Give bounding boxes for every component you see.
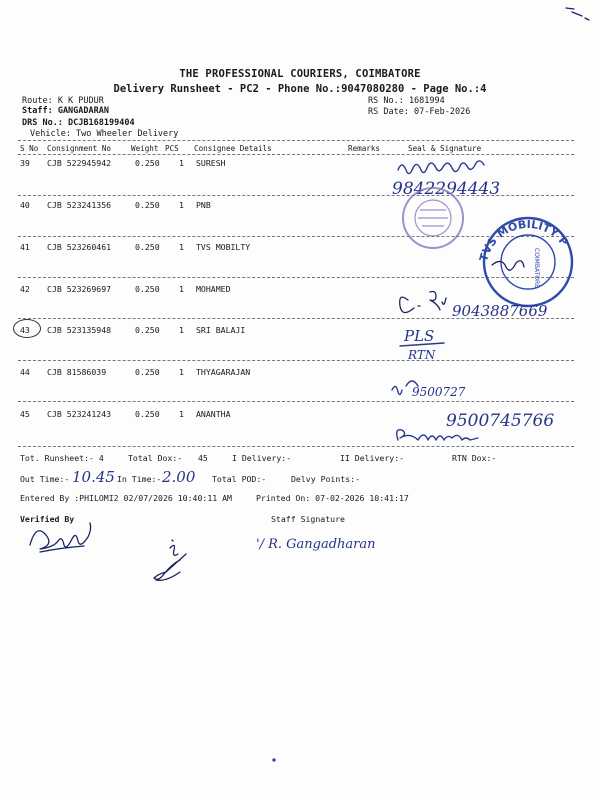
row45-phone: 9500745766 bbox=[446, 411, 555, 431]
row-pcs: 1 bbox=[179, 367, 184, 377]
row-consignment: CJB 523260461 bbox=[47, 242, 112, 252]
total-pod: Total POD:- bbox=[212, 474, 267, 484]
i-delivery: I Delivery:- bbox=[232, 453, 292, 463]
row-consignment: CJB 81586039 bbox=[47, 367, 107, 377]
row44-phone: 9500727 bbox=[412, 385, 466, 399]
purple-seal bbox=[403, 188, 463, 248]
ii-delivery: II Delivery:- bbox=[340, 453, 405, 463]
initials-mark bbox=[154, 540, 186, 580]
row-consignment: CJB 523135948 bbox=[47, 325, 112, 335]
verified-by-signature bbox=[30, 523, 91, 552]
staff: Staff: GANGADARAN bbox=[22, 106, 109, 116]
row43-rtn: RTN bbox=[408, 348, 436, 362]
in-time-value: 2.00 bbox=[162, 468, 196, 486]
out-time-handwriting bbox=[70, 464, 120, 490]
row-pcs: 1 bbox=[179, 409, 184, 419]
row-sno: 40 bbox=[20, 200, 30, 210]
row-sno: 44 bbox=[20, 367, 30, 377]
row-sno-circle bbox=[13, 319, 41, 338]
staff-signature-label: Staff Signature bbox=[271, 514, 345, 524]
row-sno: 45 bbox=[20, 409, 30, 419]
company-title: THE PROFESSIONAL COURIERS, COIMBATORE bbox=[179, 68, 421, 80]
row-consignment: CJB 523269697 bbox=[47, 284, 112, 294]
total-runsheet: Tot. Runsheet:- 4 bbox=[20, 453, 104, 463]
total-dox-label: Total Dox:- bbox=[128, 453, 183, 463]
row-consignee: SRI BALAJI bbox=[196, 325, 246, 335]
row-pcs: 1 bbox=[179, 242, 184, 252]
row43-pls: PLS bbox=[404, 327, 435, 345]
delvy-points: Delvy Points:- bbox=[291, 474, 361, 484]
col-consignment: Consignment No bbox=[47, 144, 112, 153]
row-consignment: CJB 523241356 bbox=[47, 200, 112, 210]
row39-phone: 9842294443 bbox=[392, 179, 501, 199]
row-consignee: SURESH bbox=[196, 158, 226, 168]
row-pcs: 1 bbox=[179, 158, 184, 168]
corner-scribble bbox=[566, 8, 589, 20]
row-sno: 42 bbox=[20, 284, 30, 294]
row-weight: 0.250 bbox=[135, 284, 160, 294]
tvs-mobility-stamp bbox=[477, 218, 572, 306]
row-sno: 41 bbox=[20, 242, 30, 252]
rtn-dox: RTN Dox:- bbox=[452, 453, 497, 463]
row-consignee: ANANTHA bbox=[196, 409, 231, 419]
staff-signature-text: '/ R. Gangadharan bbox=[256, 537, 376, 552]
rs-number: RS No.: 1681994 bbox=[368, 96, 445, 106]
row-consignee: MOHAMED bbox=[196, 284, 231, 294]
row-consignee: PNB bbox=[196, 200, 211, 210]
row44-handwriting bbox=[392, 381, 466, 399]
row-consignment: CJB 522945942 bbox=[47, 158, 112, 168]
col-sno: S No bbox=[20, 144, 39, 153]
row39-handwriting bbox=[392, 161, 500, 199]
row-sno: 43 bbox=[20, 325, 30, 335]
total-dox-value: 45 bbox=[198, 453, 208, 463]
row-consignment: CJB 523241243 bbox=[47, 409, 112, 419]
row-pcs: 1 bbox=[179, 200, 184, 210]
row-weight: 0.250 bbox=[135, 242, 160, 252]
stamp-inner-text: COIMBATORE bbox=[533, 248, 540, 288]
row-sno: 39 bbox=[20, 158, 30, 168]
runsheet-title: Delivery Runsheet - PC2 - Phone No.:9047080280 - Page No.:4 bbox=[113, 83, 487, 95]
row-pcs: 1 bbox=[179, 284, 184, 294]
row-consignee: TVS MOBILTY bbox=[196, 242, 251, 252]
row-pcs: 1 bbox=[179, 325, 184, 335]
row-weight: 0.250 bbox=[135, 200, 160, 210]
row42-phone: 9043887669 bbox=[452, 302, 548, 320]
in-time-label: In Time:- bbox=[117, 474, 162, 484]
verified-by-label: Verified By bbox=[20, 514, 75, 524]
col-remarks: Remarks bbox=[348, 144, 381, 153]
col-seal-signature: Seal & Signature bbox=[408, 144, 482, 153]
row-weight: 0.250 bbox=[135, 367, 160, 377]
out-time-value: 10.45 bbox=[72, 468, 115, 486]
ink-dot bbox=[272, 758, 275, 761]
row42-handwriting bbox=[400, 292, 548, 321]
row-consignee: THYAGARAJAN bbox=[196, 367, 251, 377]
drs-number: DRS No.: DCJB168199404 bbox=[22, 118, 135, 128]
out-time-label: Out Time:- bbox=[20, 474, 70, 484]
vehicle: Vehicle: Two Wheeler Delivery bbox=[30, 129, 179, 139]
row-weight: 0.250 bbox=[135, 158, 160, 168]
row43-handwriting bbox=[400, 327, 444, 362]
stamp-text: TVS MOBILITY P bbox=[476, 217, 571, 263]
entered-by: Entered By :PHILOMI2 02/07/2026 10:40:11 AM bbox=[20, 493, 232, 503]
in-time-handwriting bbox=[160, 464, 210, 490]
row45-handwriting bbox=[397, 411, 555, 440]
staff-signature bbox=[256, 537, 376, 552]
rs-date: RS Date: 07-Feb-2026 bbox=[368, 107, 471, 117]
row-weight: 0.250 bbox=[135, 409, 160, 419]
row-weight: 0.250 bbox=[135, 325, 160, 335]
col-consignee: Consignee Details bbox=[194, 144, 272, 153]
col-weight: Weight bbox=[131, 144, 159, 153]
printed-on: Printed On: 07-02-2026 10:41:17 bbox=[256, 493, 409, 503]
route: Route: K K PUDUR bbox=[22, 96, 104, 106]
col-pcs: PCS bbox=[165, 144, 179, 153]
